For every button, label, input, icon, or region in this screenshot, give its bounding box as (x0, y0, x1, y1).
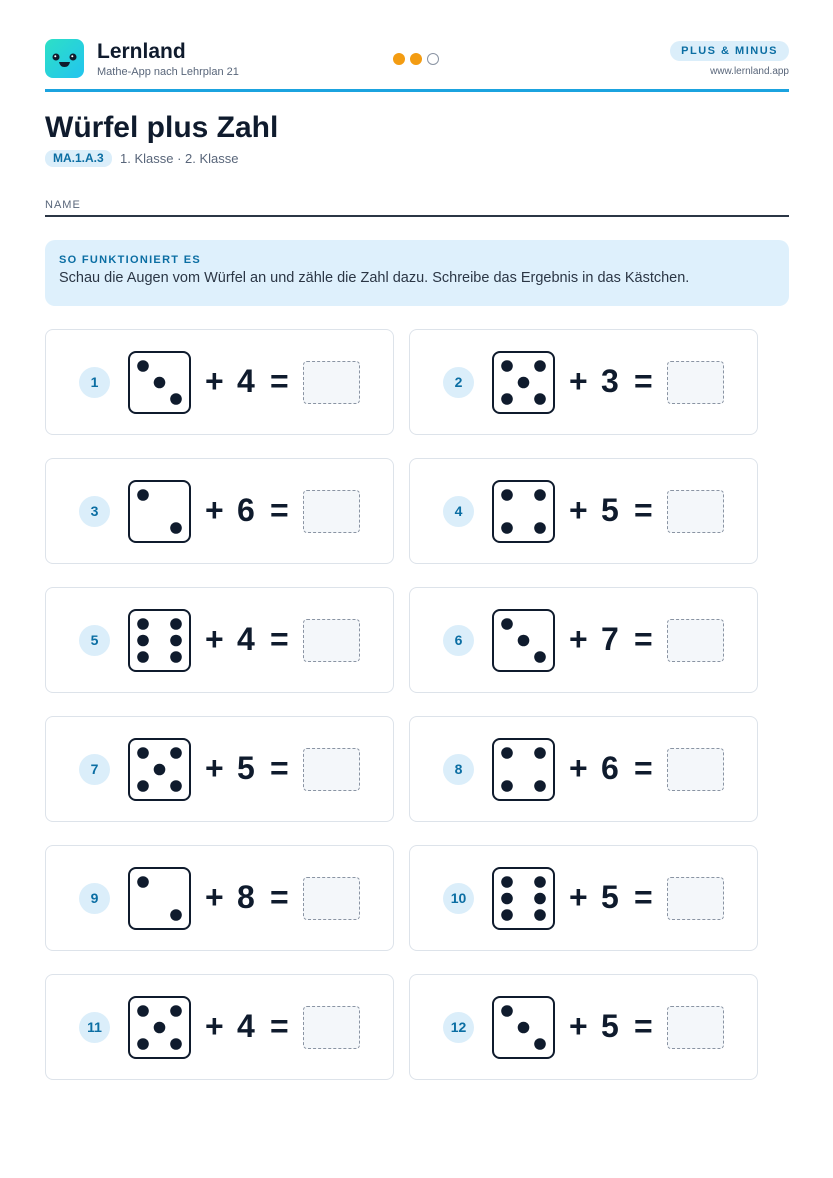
dice-pip (501, 360, 513, 372)
task-number: 10 (443, 883, 474, 914)
dice-pip (534, 747, 546, 759)
dice-pip (137, 747, 149, 759)
dice-pip (518, 377, 530, 389)
plus-sign: + (569, 621, 588, 657)
task-card (409, 716, 758, 822)
dice-pip (501, 909, 513, 921)
task-number: 7 (79, 754, 110, 785)
dice-icon (128, 996, 191, 1059)
dice-pip (501, 393, 513, 405)
progress-dot-empty (427, 53, 439, 65)
task-card (45, 974, 394, 1080)
plus-sign: + (205, 621, 224, 657)
equals-sign: = (270, 1008, 289, 1044)
dice-pip (170, 780, 182, 792)
dice-icon (492, 867, 555, 930)
dice-pip (137, 489, 149, 501)
dice-pip (137, 651, 149, 663)
dice-pip (518, 635, 530, 647)
plus-sign: + (205, 363, 224, 399)
task-card (45, 458, 394, 564)
header-divider (45, 89, 789, 92)
task-card (45, 329, 394, 435)
task-number: 12 (443, 1012, 474, 1043)
dice-pip (137, 618, 149, 630)
addend-number: 6 (601, 750, 619, 786)
addend-number: 8 (237, 879, 255, 915)
progress-dot-filled (410, 53, 422, 65)
dice-pip (534, 522, 546, 534)
instructions-box (45, 240, 789, 306)
dice-pip (137, 1038, 149, 1050)
page-title: Würfel plus Zahl (45, 111, 279, 144)
equals-sign: = (270, 750, 289, 786)
instructions-text: Schau die Augen vom Würfel an und zähle die Zahl dazu. Schreibe das Ergebnis in das Kästchen. (59, 270, 690, 286)
addend-number: 3 (601, 363, 619, 399)
task-card (409, 845, 758, 951)
brand-name: Lernland (97, 40, 186, 63)
dice-icon (128, 351, 191, 414)
equals-sign: = (634, 1008, 653, 1044)
name-field-line[interactable] (45, 215, 789, 217)
answer-box[interactable] (667, 361, 724, 404)
dice-pip (170, 522, 182, 534)
dice-icon (128, 609, 191, 672)
answer-box[interactable] (667, 877, 724, 920)
dice-pip (137, 876, 149, 888)
dice-icon (492, 351, 555, 414)
dice-pip (137, 360, 149, 372)
dice-pip (501, 618, 513, 630)
dice-pip (170, 651, 182, 663)
dice-pip (501, 893, 513, 905)
dice-pip (501, 747, 513, 759)
answer-box[interactable] (303, 1006, 360, 1049)
task-number: 5 (79, 625, 110, 656)
dice-pip (154, 764, 166, 776)
dice-icon (492, 609, 555, 672)
task-number: 6 (443, 625, 474, 656)
dice-pip (534, 780, 546, 792)
dice-icon (492, 996, 555, 1059)
addend-number: 4 (237, 1008, 255, 1044)
task-card (409, 329, 758, 435)
curriculum-code-badge: MA.1.A.3 (45, 150, 112, 167)
addend-number: 5 (601, 492, 619, 528)
lernland-logo (45, 39, 84, 78)
addend-number: 7 (601, 621, 619, 657)
task-number: 2 (443, 367, 474, 398)
dice-pip (534, 909, 546, 921)
task-number: 11 (79, 1012, 110, 1043)
answer-box[interactable] (303, 877, 360, 920)
task-card (409, 458, 758, 564)
dice-pip (518, 1022, 530, 1034)
dice-pip (501, 522, 513, 534)
plus-sign: + (569, 363, 588, 399)
answer-box[interactable] (303, 490, 360, 533)
task-card (409, 974, 758, 1080)
answer-box[interactable] (667, 1006, 724, 1049)
progress-dot-filled (393, 53, 405, 65)
plus-sign: + (205, 750, 224, 786)
addend-number: 4 (237, 363, 255, 399)
plus-sign: + (205, 1008, 224, 1044)
website-url: www.lernland.app (710, 66, 789, 77)
dice-pip (534, 489, 546, 501)
equals-sign: = (634, 750, 653, 786)
dice-pip (154, 377, 166, 389)
dice-pip (534, 651, 546, 663)
equals-sign: = (634, 363, 653, 399)
equals-sign: = (270, 492, 289, 528)
dice-pip (170, 618, 182, 630)
topic-badge: PLUS & MINUS (670, 41, 789, 61)
plus-sign: + (569, 750, 588, 786)
task-number: 3 (79, 496, 110, 527)
answer-box[interactable] (303, 748, 360, 791)
dice-pip (170, 909, 182, 921)
dice-pip (137, 780, 149, 792)
name-label: NAME (45, 199, 81, 211)
plus-sign: + (205, 492, 224, 528)
equals-sign: = (270, 879, 289, 915)
dice-icon (128, 738, 191, 801)
dice-icon (492, 738, 555, 801)
answer-box[interactable] (667, 748, 724, 791)
dice-icon (128, 867, 191, 930)
plus-sign: + (569, 879, 588, 915)
dice-pip (501, 1005, 513, 1017)
task-card (45, 716, 394, 822)
equals-sign: = (270, 621, 289, 657)
plus-sign: + (205, 879, 224, 915)
dice-pip (534, 1038, 546, 1050)
addend-number: 4 (237, 621, 255, 657)
addend-number: 5 (601, 879, 619, 915)
dice-pip (170, 747, 182, 759)
answer-box[interactable] (667, 619, 724, 662)
dice-pip (534, 876, 546, 888)
task-card (409, 587, 758, 693)
equals-sign: = (634, 621, 653, 657)
equals-sign: = (634, 879, 653, 915)
dice-pip (534, 393, 546, 405)
answer-box[interactable] (667, 490, 724, 533)
grade-levels: 1. Klasse · 2. Klasse (120, 151, 239, 166)
dice-pip (170, 1005, 182, 1017)
dice-pip (501, 489, 513, 501)
task-card (45, 845, 394, 951)
dice-icon (128, 480, 191, 543)
equals-sign: = (270, 363, 289, 399)
dice-pip (501, 876, 513, 888)
progress-dots (393, 53, 439, 65)
brand-subtitle: Mathe-App nach Lehrplan 21 (97, 66, 239, 78)
header (45, 38, 789, 90)
answer-box[interactable] (303, 619, 360, 662)
addend-number: 6 (237, 492, 255, 528)
dice-pip (154, 1022, 166, 1034)
dice-pip (534, 893, 546, 905)
plus-sign: + (569, 492, 588, 528)
answer-box[interactable] (303, 361, 360, 404)
addend-number: 5 (601, 1008, 619, 1044)
dice-pip (170, 1038, 182, 1050)
smiley-face-icon (45, 39, 84, 78)
equals-sign: = (634, 492, 653, 528)
plus-sign: + (569, 1008, 588, 1044)
dice-icon (492, 480, 555, 543)
task-card (45, 587, 394, 693)
dice-pip (137, 635, 149, 647)
task-number: 9 (79, 883, 110, 914)
dice-pip (534, 360, 546, 372)
task-number: 8 (443, 754, 474, 785)
dice-pip (137, 1005, 149, 1017)
task-number: 1 (79, 367, 110, 398)
dice-pip (501, 780, 513, 792)
instructions-title: SO FUNKTIONIERT ES (59, 254, 201, 266)
task-number: 4 (443, 496, 474, 527)
dice-pip (170, 635, 182, 647)
addend-number: 5 (237, 750, 255, 786)
dice-pip (170, 393, 182, 405)
